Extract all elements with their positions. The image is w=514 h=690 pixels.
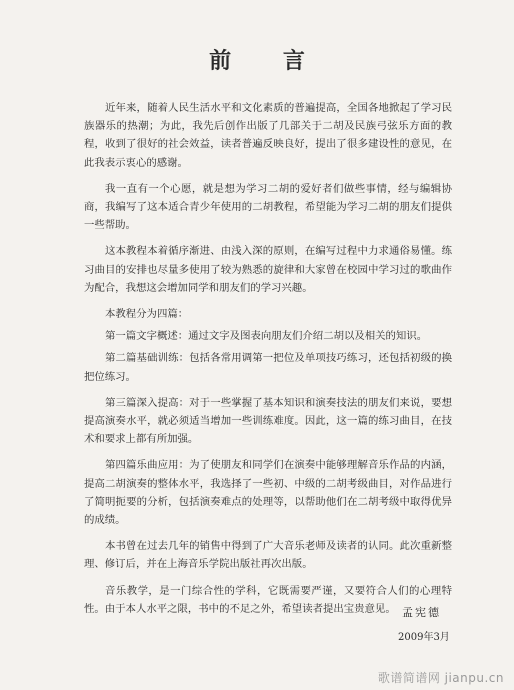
page-title: 前 言	[209, 48, 327, 74]
paragraph: 第一篇文字概述：通过文字及图表向朋友们介绍二胡以及相关的知识。	[105, 330, 428, 343]
paragraph: 我一直有一个心愿，就是想为学习二胡的爱好者们做些事情，经与编辑协商，我编写了这本适合青少年使用的二胡教程，希望能为学习二胡的朋友们提供一些帮助。	[84, 182, 452, 232]
paragraph: 第二篇基础训练：包括各常用调第一把位及单项技巧练习，还包括初级的换把位练习。	[84, 352, 452, 383]
paragraph: 音乐教学，是一门综合性的学科，它既需要严谨，又要符合人们的心理特性。由于本人水平之限，书中的不足之外，希望读者提出宝贵意见。	[84, 584, 452, 615]
date-line: 2009年3月	[398, 632, 450, 643]
paragraph: 第四篇乐曲应用：为了使朋友和同学们在演奏中能够理解音乐作品的内涵，提高二胡演奏的整体水平，我选择了一些初、中级的二胡考级曲目，对作品进行了简明扼要的分析，包括演奏难点的处理等，以帮助他们在二胡考级中取得优异的成绩。	[84, 459, 452, 527]
preface-body	[84, 99, 452, 622]
author-signature: 孟宪德	[402, 606, 441, 619]
paragraph: 本教程分为四篇：	[105, 308, 189, 321]
paragraph: 近年来，随着人民生活水平和文化素质的普遍提高，全国各地掀起了学习民族器乐的热潮；为此，我先后创作出版了几部关于二胡及民族弓弦乐方面的教程，收到了很好的社会效益，读者普遍反映良好，提出了很多建设性的意见，在此我表示衷心的感谢。	[84, 102, 452, 169]
paragraph: 第三篇深入提高：对于一些掌握了基本知识和演奏技法的朋友们来说，要想提高演奏水平，就必须适当增加一些训练难度。因此，这一篇的练习曲目，在技术和要求上都有所加强。	[84, 396, 452, 446]
paragraph: 本书曾在过去几年的销售中得到了广大音乐老师及读者的认同。此次重新整理、修订后，并在上海音乐学院出版社再次出版。	[84, 540, 452, 571]
watermark: 歌谱简谱网 jianpu.cn	[377, 671, 504, 685]
paragraph: 这本教程本着循序渐进、由浅入深的原则，在编写过程中力求通俗易懂。练习曲目的安排也尽量多使用了较为熟悉的旋律和大家曾在校园中学习过的歌曲作为配合，我想这会增加同学和朋友们的学习兴趣。	[84, 245, 452, 294]
